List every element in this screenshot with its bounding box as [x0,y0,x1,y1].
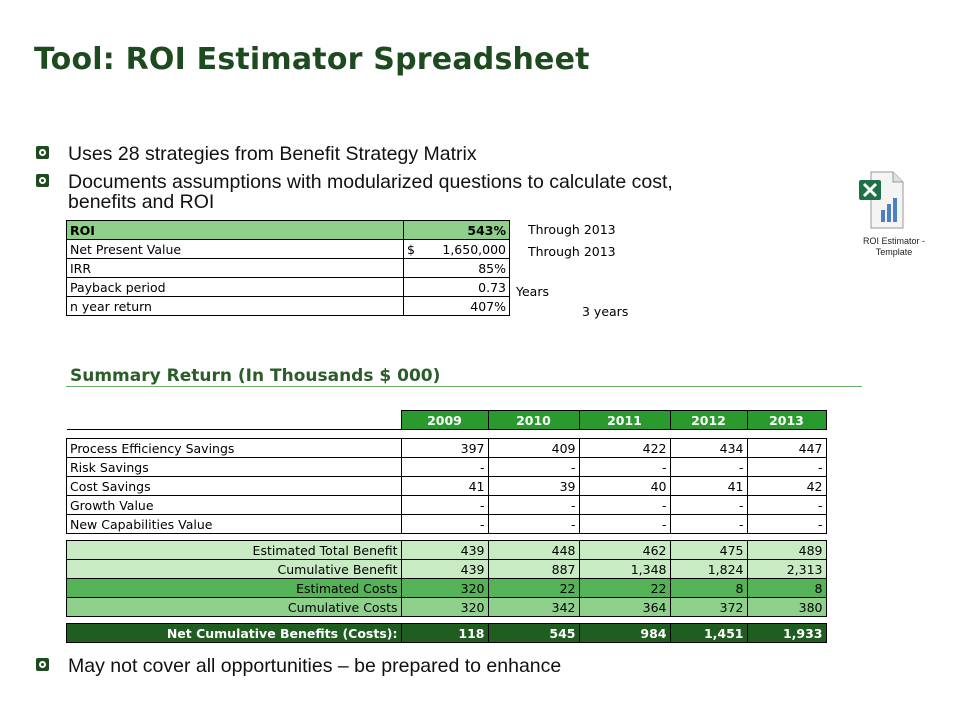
cell: 462 [579,541,670,560]
file-icon-label [852,236,936,258]
row-label: Cost Savings [67,477,402,496]
cell: 1,451 [670,624,747,643]
roi-value: 543% [404,221,510,240]
spacer [67,617,827,624]
roi-table [66,220,510,316]
cell: 364 [579,598,670,617]
row-label: Estimated Total Benefit [67,541,402,560]
slide-title: Tool: ROI Estimator Spreadsheet [34,42,590,77]
year-header: 2009 [401,411,488,430]
cell: 118 [401,624,488,643]
table-row [67,496,827,515]
roi-row [67,221,510,240]
cell: - [747,515,826,534]
payback-note: Years [516,284,549,299]
cell: - [401,458,488,477]
cell: 22 [488,579,579,598]
row-label: Risk Savings [67,458,402,477]
cell: 448 [488,541,579,560]
npv-row [67,240,510,259]
cell: 1,933 [747,624,826,643]
row-label: Growth Value [67,496,402,515]
cell: - [670,458,747,477]
summary-table [66,410,827,643]
bullet-text: Documents assumptions with modularized questions to calculate cost, [68,171,673,193]
cell: 1,824 [670,560,747,579]
roi-label: ROI [67,221,404,240]
cell: 380 [747,598,826,617]
cell: - [670,515,747,534]
npv-note: Through 2013 [528,244,616,259]
spacer-row [67,617,827,624]
row-label: Process Efficiency Savings [67,439,402,458]
year-header: 2010 [488,411,579,430]
nyear-note: 3 years [582,304,629,319]
total-benefit-row [67,541,827,560]
cell: 434 [670,439,747,458]
cell: 22 [579,579,670,598]
cell: 320 [401,579,488,598]
bullet-text: Uses 28 strategies from Benefit Strategy Matrix [68,143,477,165]
table-row [67,515,827,534]
nyear-value: 407% [404,297,510,316]
summary-title: Summary Return (In Thousands $ 000) [70,366,441,386]
currency-symbol: $ [407,241,415,257]
table-row [67,458,827,477]
bullet-text: benefits and ROI [68,191,215,213]
cell: - [401,496,488,515]
bullet-icon [36,174,49,187]
bullet-text: May not cover all opportunities – be prepared to enhance [68,655,562,677]
cell: 1,348 [579,560,670,579]
cell: 41 [670,477,747,496]
spacer [67,534,827,541]
cell: - [579,496,670,515]
year-header-row [67,411,827,430]
row-label: Cumulative Benefit [67,560,402,579]
row-label: Cumulative Costs [67,598,402,617]
estimated-costs-row [67,579,827,598]
cell: 984 [579,624,670,643]
spacer-row [67,430,827,439]
summary-underline [66,386,862,387]
net-benefits-row [67,624,827,643]
year-header: 2011 [579,411,670,430]
cell: 40 [579,477,670,496]
npv-label: Net Present Value [67,240,404,259]
spacer [67,430,827,439]
payback-row [67,278,510,297]
irr-label: IRR [67,259,404,278]
cell: - [401,515,488,534]
irr-row [67,259,510,278]
cell: - [579,458,670,477]
cell: 39 [488,477,579,496]
year-header: 2012 [670,411,747,430]
npv-value [404,240,510,259]
cell: - [747,458,826,477]
cell: - [488,496,579,515]
cell: 489 [747,541,826,560]
excel-file-icon[interactable] [857,170,905,230]
bullet-icon [36,658,49,671]
cell: 2,313 [747,560,826,579]
cell: 8 [747,579,826,598]
table-row [67,477,827,496]
cell: 320 [401,598,488,617]
cell: 409 [488,439,579,458]
spacer-row [67,534,827,541]
row-label: Net Cumulative Benefits (Costs): [67,624,402,643]
cell: - [579,515,670,534]
cell: 475 [670,541,747,560]
cell: 439 [401,560,488,579]
cell: 545 [488,624,579,643]
file-label-line-2: Template [875,247,913,257]
nyear-label: n year return [67,297,404,316]
cumulative-benefit-row [67,560,827,579]
cell: 422 [579,439,670,458]
file-label-line-1: ROI Estimator - [862,236,925,246]
cell: 397 [401,439,488,458]
cell: 439 [401,541,488,560]
nyear-row [67,297,510,316]
year-header: 2013 [747,411,826,430]
cell: - [488,458,579,477]
payback-value: 0.73 [404,278,510,297]
row-label: Estimated Costs [67,579,402,598]
irr-value: 85% [404,259,510,278]
row-label: New Capabilities Value [67,515,402,534]
header-blank [67,411,402,430]
payback-label: Payback period [67,278,404,297]
cell: 41 [401,477,488,496]
cumulative-costs-row [67,598,827,617]
cell: 887 [488,560,579,579]
bullet-icon [36,146,49,159]
table-row [67,439,827,458]
cell: 372 [670,598,747,617]
cell: 342 [488,598,579,617]
cell: - [488,515,579,534]
roi-note: Through 2013 [528,222,616,237]
cell: - [670,496,747,515]
cell: 8 [670,579,747,598]
cell: 42 [747,477,826,496]
cell: 447 [747,439,826,458]
npv-amount: 1,650,000 [442,241,506,257]
cell: - [747,496,826,515]
